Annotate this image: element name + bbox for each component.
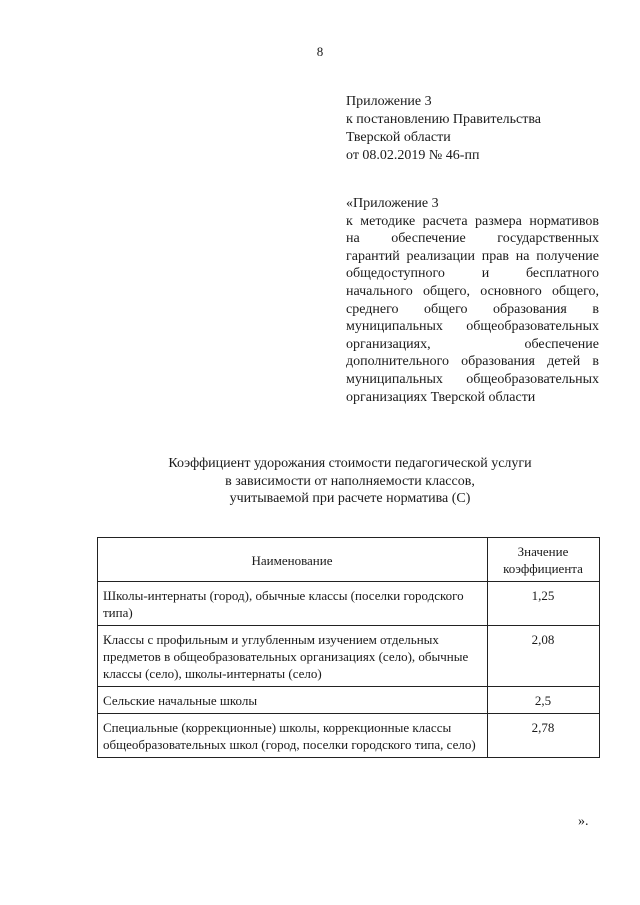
- document-title-line: в зависимости от наполняемости классов,: [225, 473, 475, 489]
- appendix-header-line: от 08.02.2019 № 46-пп: [346, 148, 480, 163]
- row-name-cell: Классы с профильным и углубленным изучением отдельных предметов в общеобразовательных организациях (село), обычные классы (село), школы-интернаты (село): [98, 626, 488, 687]
- header-value-line: коэффициента: [503, 561, 583, 576]
- appendix-header-line: Тверской области: [346, 130, 451, 145]
- row-name-cell: Специальные (коррекционные) школы, коррекционные классы общеобразовательных школ (город, поселки городского типа, село): [98, 714, 488, 758]
- appendix-header-line: к постановлению Правительства: [346, 112, 542, 127]
- table-header-row: [98, 538, 600, 582]
- methodology-appendix-text: к методике расчета размера нормативов на обеспечение государственных гарантий реализации прав на получение общедоступного и бесплатного начального общего, основного общего, среднего общего образования в муниципальных общеобразовательных организациях, обеспечение дополнительного образования детей в муниципальных общеобразовательных организациях Тверской области: [346, 213, 599, 405]
- document-title-line: Коэффициент удорожания стоимости педагогической услуги: [168, 456, 532, 471]
- header-name: Наименование: [98, 538, 488, 582]
- header-value: [488, 538, 600, 582]
- appendix-header: [346, 93, 606, 165]
- document-title: [100, 455, 600, 508]
- coefficient-table: [97, 537, 600, 758]
- appendix-header-line: Приложение 3: [346, 94, 432, 109]
- table-row: [98, 687, 600, 714]
- methodology-appendix-block: [346, 195, 599, 406]
- table-row: [98, 626, 600, 687]
- table-row: [98, 714, 600, 758]
- methodology-appendix-title: «Приложение 3: [346, 196, 439, 211]
- table-row: [98, 582, 600, 626]
- row-value-cell: 1,25: [488, 582, 600, 626]
- row-value-cell: 2,08: [488, 626, 600, 687]
- row-value-cell: 2,78: [488, 714, 600, 758]
- document-title-line: учитываемой при расчете норматива (С): [229, 491, 471, 507]
- header-value-line: Значение: [517, 544, 569, 559]
- row-name-cell: Школы-интернаты (город), обычные классы (поселки городского типа): [98, 582, 488, 626]
- page-number: 8: [316, 44, 324, 59]
- row-name-cell: Сельские начальные школы: [98, 687, 488, 714]
- row-value-cell: 2,5: [488, 687, 600, 714]
- closing-quote-mark: ».: [578, 814, 589, 829]
